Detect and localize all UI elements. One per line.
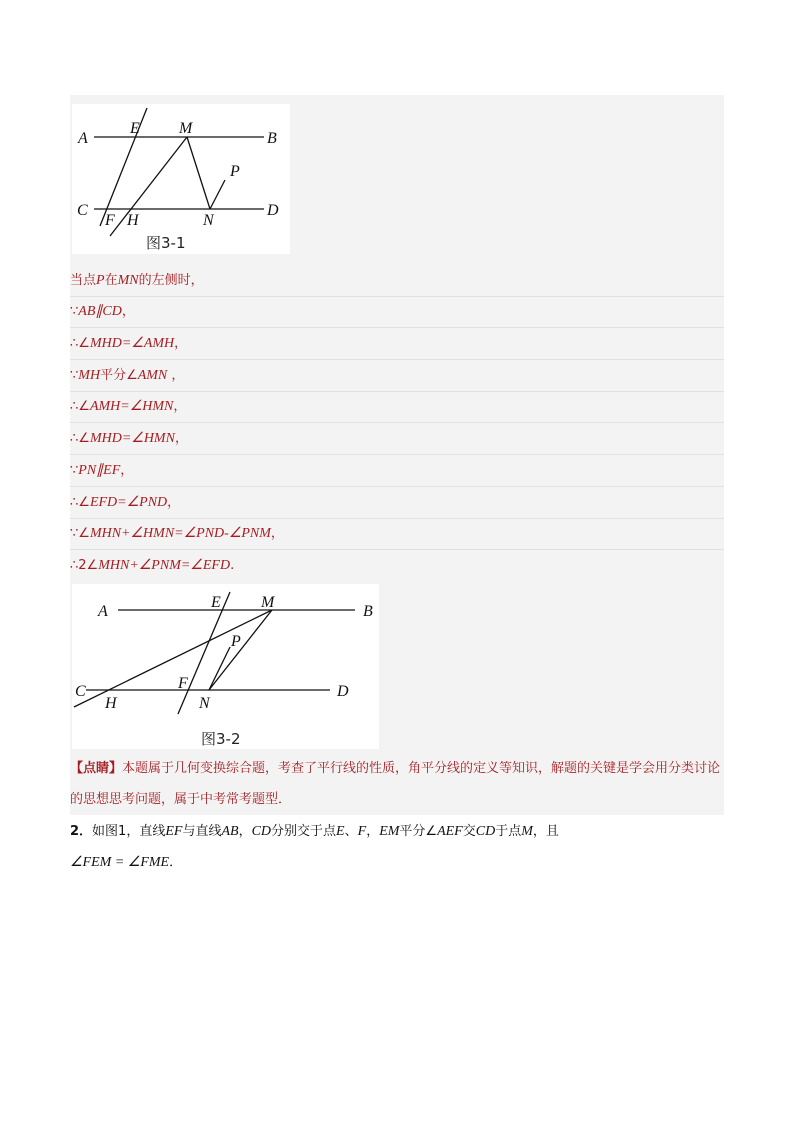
label-f: F [105, 212, 115, 229]
label-e: E [211, 594, 221, 611]
label-b: B [363, 603, 373, 620]
line-mn [187, 137, 210, 209]
step-10: ∴2∠MHN+∠PNM=∠EFD. [70, 558, 235, 573]
figure-caption: 图3-2 [201, 730, 241, 748]
step-1: 当点P在MN的左侧时， [70, 266, 724, 297]
step-6: ∴∠MHD=∠HMN， [70, 424, 724, 455]
label-b: B [267, 130, 277, 147]
label-p: P [230, 163, 240, 180]
label-d: D [267, 202, 279, 219]
step-5: ∴∠AMH=∠HMN， [70, 392, 724, 423]
step-2: ∵AB∥CD， [70, 297, 724, 328]
figure-3-1 [72, 104, 290, 254]
label-e: E [130, 120, 140, 137]
step-9: ∵∠MHN+∠HMN=∠PND-∠PNM， [70, 519, 724, 550]
comment-text: 本题属于几何变换综合题，考查了平行线的性质，角平分线的定义等知识，解题的关键是学会用分类讨论的思想思考问题，属于中考常考题型． [70, 761, 721, 807]
label-m: M [179, 120, 193, 137]
line-np [209, 647, 230, 690]
step-7: ∵PN∥EF， [70, 456, 724, 487]
label-a: A [78, 130, 88, 147]
label-c: C [77, 202, 88, 219]
label-h: H [105, 695, 117, 712]
line-ef [100, 108, 147, 226]
label-p: P [231, 633, 241, 650]
problem-number: 2． [70, 824, 93, 839]
figure-3-2 [72, 584, 379, 749]
line-np [210, 180, 225, 209]
step-4: ∵MH平分∠AMN ， [70, 361, 724, 392]
figure-3-2-svg [72, 584, 379, 749]
label-h: H [127, 212, 139, 229]
comment-block [70, 753, 724, 815]
label-n: N [199, 695, 210, 712]
label-n: N [203, 212, 214, 229]
comment-tag: 【点睛】 [70, 761, 123, 776]
step-8: ∴∠EFD=∠PND， [70, 488, 724, 519]
label-a: A [98, 603, 108, 620]
line-hm [74, 610, 272, 707]
line-hm [110, 137, 187, 236]
label-m: M [261, 594, 275, 611]
step-3: ∴∠MHD=∠AMH， [70, 329, 724, 360]
label-d: D [337, 683, 349, 700]
label-f: F [178, 675, 188, 692]
line-mn [209, 610, 272, 690]
problem-2: 2．如图1，直线EF与直线AB，CD分别交于点E、F，EM平分∠AEF交CD于点M，且 ∠FEM = ∠FME． [70, 824, 559, 870]
problem-equation: ∠FEM = ∠FME [70, 855, 170, 870]
figure-caption: 图3-1 [146, 234, 186, 252]
label-c: C [75, 683, 86, 700]
figure-3-1-svg [72, 104, 290, 254]
